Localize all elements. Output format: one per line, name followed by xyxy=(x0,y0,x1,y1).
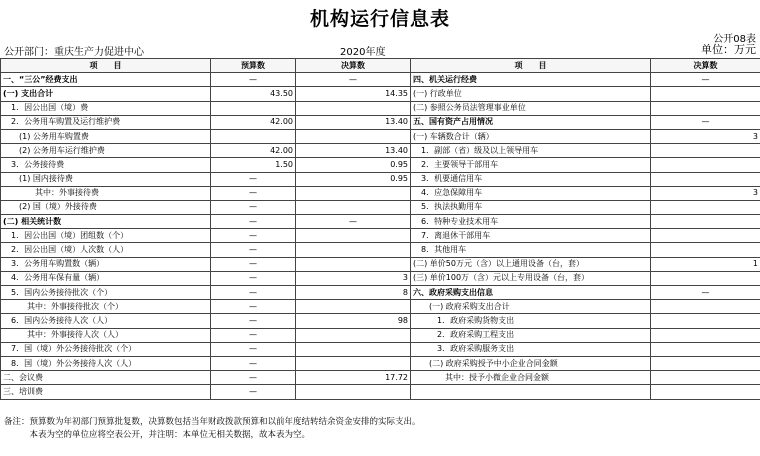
row-final xyxy=(296,356,411,370)
row-item-left: 2．因公出国（境）人次数（人） xyxy=(1,243,211,257)
row-final xyxy=(296,243,411,257)
row-final-right xyxy=(651,200,760,214)
row-item-right: (二) 单价50万元（含）以上通用设备（台，套） xyxy=(411,257,651,271)
table-row xyxy=(1,144,760,158)
row-budget: 1.50 xyxy=(211,158,296,172)
table-row xyxy=(1,101,760,115)
row-final-right xyxy=(651,215,760,229)
row-final-right xyxy=(651,172,760,186)
row-final xyxy=(296,385,411,399)
row-final: 3 xyxy=(296,271,411,285)
row-budget: 43.50 xyxy=(211,87,296,101)
table-row xyxy=(1,158,760,172)
row-final-right: 1 xyxy=(651,257,760,271)
row-item-right: 六、政府采购支出信息 xyxy=(411,286,651,300)
row-item-right: 5．执法执勤用车 xyxy=(411,200,651,214)
row-budget: — xyxy=(211,271,296,285)
row-budget: — xyxy=(211,172,296,186)
row-item-left: 2．公务用车购置及运行维护费 xyxy=(1,115,211,129)
row-budget: 42.00 xyxy=(211,144,296,158)
row-final-right xyxy=(651,87,760,101)
row-item-right: (一) 车辆数合计（辆） xyxy=(411,129,651,143)
row-budget: — xyxy=(211,200,296,214)
row-budget: — xyxy=(211,186,296,200)
form-code: 公开08表 xyxy=(713,34,756,45)
row-budget: — xyxy=(211,73,296,87)
row-final-right: 3 xyxy=(651,186,760,200)
row-item-left: 其中：外事接待批次（个） xyxy=(1,300,211,314)
row-item-left: 7．国（境）外公务接待批次（个） xyxy=(1,342,211,356)
row-budget: — xyxy=(211,229,296,243)
row-final-right xyxy=(651,229,760,243)
row-final xyxy=(296,101,411,115)
row-item-right: 其中：授予小微企业合同金额 xyxy=(411,371,651,385)
table-row xyxy=(1,215,760,229)
row-final xyxy=(296,186,411,200)
row-final-right xyxy=(651,101,760,115)
row-item-left: 6．国内公务接待人次（人） xyxy=(1,314,211,328)
row-item-right: 1．政府采购货物支出 xyxy=(411,314,651,328)
unit-label: 单位：万元 xyxy=(701,43,756,56)
table-row xyxy=(1,300,760,314)
row-item-left: 1．因公出国（境）费 xyxy=(1,101,211,115)
row-item-right: 4．应急保障用车 xyxy=(411,186,651,200)
row-final-right xyxy=(651,356,760,370)
row-item-right: 五、国有资产占用情况 xyxy=(411,115,651,129)
row-item-left: (一) 支出合计 xyxy=(1,87,211,101)
row-item-left: 4．公务用车保有量（辆） xyxy=(1,271,211,285)
table-row xyxy=(1,186,760,200)
row-final-right xyxy=(651,144,760,158)
row-budget: — xyxy=(211,314,296,328)
row-item-right xyxy=(411,385,651,399)
table-row xyxy=(1,356,760,370)
row-final: 17.72 xyxy=(296,371,411,385)
row-item-left: (1) 国内接待费 xyxy=(1,172,211,186)
row-budget xyxy=(211,129,296,143)
row-item-right: (二) 政府采购授予中小企业合同金额 xyxy=(411,356,651,370)
row-final xyxy=(296,257,411,271)
row-final-right xyxy=(651,328,760,342)
department-label: 公开部门：重庆生产力促进中心 xyxy=(4,47,144,58)
row-final-right: — xyxy=(651,115,760,129)
row-item-right: 7．离退休干部用车 xyxy=(411,229,651,243)
row-item-left: (2) 公务用车运行维护费 xyxy=(1,144,211,158)
year-label: 2020年度 xyxy=(340,47,386,58)
table-row xyxy=(1,385,760,399)
table-row xyxy=(1,286,760,300)
info-table xyxy=(0,58,760,400)
row-item-right: 2．政府采购工程支出 xyxy=(411,328,651,342)
table-row xyxy=(1,73,760,87)
table-row xyxy=(1,328,760,342)
row-item-left: 8．国（境）外公务接待人次（人） xyxy=(1,356,211,370)
row-budget: — xyxy=(211,215,296,229)
row-budget: — xyxy=(211,300,296,314)
row-final-right xyxy=(651,314,760,328)
row-item-left: 3．公务接待费 xyxy=(1,158,211,172)
row-budget: — xyxy=(211,257,296,271)
row-budget: — xyxy=(211,342,296,356)
row-item-left: 一、“三公”经费支出 xyxy=(1,73,211,87)
row-final: 14.35 xyxy=(296,87,411,101)
table-row xyxy=(1,129,760,143)
row-item-right: 6．特种专业技术用车 xyxy=(411,215,651,229)
row-item-left: 三、培训费 xyxy=(1,385,211,399)
row-budget: — xyxy=(211,243,296,257)
row-final xyxy=(296,229,411,243)
header-budget: 预算数 xyxy=(211,59,296,73)
row-item-right: 四、机关运行经费 xyxy=(411,73,651,87)
row-final-right: 3 xyxy=(651,129,760,143)
row-final-right xyxy=(651,371,760,385)
row-final: 98 xyxy=(296,314,411,328)
row-final xyxy=(296,300,411,314)
row-item-left: (2) 国（境）外接待费 xyxy=(1,200,211,214)
row-item-right: 3．机要通信用车 xyxy=(411,172,651,186)
row-final: — xyxy=(296,215,411,229)
table-row xyxy=(1,243,760,257)
row-final xyxy=(296,328,411,342)
row-final: 0.95 xyxy=(296,172,411,186)
row-final-right xyxy=(651,342,760,356)
row-budget: — xyxy=(211,328,296,342)
table-row xyxy=(1,115,760,129)
header-final: 决算数 xyxy=(296,59,411,73)
table-header-row xyxy=(1,59,760,73)
row-item-left: (1) 公务用车购置费 xyxy=(1,129,211,143)
row-final: 8 xyxy=(296,286,411,300)
page-title: 机构运行信息表 xyxy=(309,8,450,30)
row-budget: — xyxy=(211,371,296,385)
row-final: 0.95 xyxy=(296,158,411,172)
table-row xyxy=(1,172,760,186)
note-line: 本表为空的单位应将空表公开，并注明：本单位无相关数据，故本表为空。 xyxy=(4,430,311,440)
row-final xyxy=(296,129,411,143)
header-item-left: 项 目 xyxy=(1,59,211,73)
row-final-right xyxy=(651,158,760,172)
notes xyxy=(4,416,421,442)
row-budget: 42.00 xyxy=(211,115,296,129)
table-row xyxy=(1,371,760,385)
row-budget: — xyxy=(211,385,296,399)
header-item-right: 项 目 xyxy=(411,59,651,73)
row-final xyxy=(296,342,411,356)
row-item-left: 5．国内公务接待批次（个） xyxy=(1,286,211,300)
row-item-right: (二) 参照公务员法管理事业单位 xyxy=(411,101,651,115)
row-final: 13.40 xyxy=(296,144,411,158)
row-final: 13.40 xyxy=(296,115,411,129)
row-item-left: 二、会议费 xyxy=(1,371,211,385)
table-row xyxy=(1,200,760,214)
table-row xyxy=(1,229,760,243)
row-final-right xyxy=(651,300,760,314)
row-item-left: 其中：外事接待人次（人） xyxy=(1,328,211,342)
row-budget xyxy=(211,101,296,115)
row-item-left: 3．公务用车购置数（辆） xyxy=(1,257,211,271)
row-item-left: (二) 相关统计数 xyxy=(1,215,211,229)
row-final-right xyxy=(651,271,760,285)
row-budget: — xyxy=(211,286,296,300)
row-final-right: — xyxy=(651,73,760,87)
row-item-right: 2．主要领导干部用车 xyxy=(411,158,651,172)
note-line: 备注：预算数为年初部门预算批复数，决算数包括当年财政拨款预算和以前年度结转结余资金安排的实际支出。 xyxy=(4,417,421,427)
row-item-right: (三) 单价100万（含）元以上专用设备（台，套） xyxy=(411,271,651,285)
row-final: — xyxy=(296,73,411,87)
table-row xyxy=(1,271,760,285)
row-item-right: 1．副部（省）级及以上领导用车 xyxy=(411,144,651,158)
row-item-right: 3．政府采购服务支出 xyxy=(411,342,651,356)
table-row xyxy=(1,314,760,328)
table-row xyxy=(1,342,760,356)
row-final xyxy=(296,200,411,214)
row-item-right: (一) 行政单位 xyxy=(411,87,651,101)
table-row xyxy=(1,87,760,101)
row-item-right: 8．其他用车 xyxy=(411,243,651,257)
header-final-right: 决算数 xyxy=(651,59,760,73)
row-final-right xyxy=(651,385,760,399)
table-row xyxy=(1,257,760,271)
row-item-right: (一) 政府采购支出合计 xyxy=(411,300,651,314)
row-final-right xyxy=(651,243,760,257)
row-item-left: 其中：外事接待费 xyxy=(1,186,211,200)
row-budget: — xyxy=(211,356,296,370)
row-final-right: — xyxy=(651,286,760,300)
row-item-left: 1．因公出国（境）团组数（个） xyxy=(1,229,211,243)
